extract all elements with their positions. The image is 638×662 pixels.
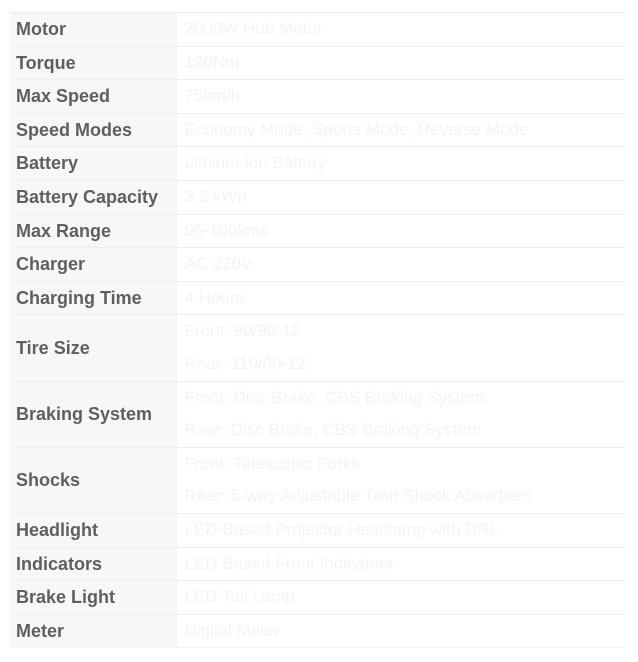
spec-value [176,513,625,547]
spec-row [10,248,625,282]
spec-row [10,581,625,615]
spec-label: Motor [10,13,176,47]
spec-row [10,147,625,181]
spec-value-line: Rear: 110/80-12 [184,353,307,373]
spec-label: Tire Size [10,315,176,381]
spec-label: Max Range [10,214,176,248]
spec-label: Charger [10,248,176,282]
spec-value [176,547,625,581]
spec-value [176,147,625,181]
spec-row [10,46,625,80]
spec-label: Brake Light [10,581,176,615]
spec-row [10,113,625,147]
spec-label: Indicators [10,547,176,581]
spec-value [176,13,625,47]
spec-value [176,80,625,114]
spec-table [10,12,625,648]
spec-value-line: Economy Mode, Sports Mode, Reverse Mode [184,119,529,139]
spec-value-line: 4 Hours [184,287,245,307]
spec-value [176,315,625,381]
spec-value [176,214,625,248]
spec-row [10,315,625,381]
spec-value-line: 120Nm [184,52,240,72]
spec-value [176,180,625,214]
spec-label: Braking System [10,381,176,447]
spec-value-line: 75km/h [184,86,241,106]
spec-label: Torque [10,46,176,80]
spec-row [10,214,625,248]
spec-value-line: 3.2 kWh [184,186,247,206]
spec-value-line: LED Based Projector Headlamp with DRL [184,519,500,539]
spec-value [176,46,625,80]
spec-value-line: Front: Disc Brake, CBS Braking System [184,387,484,407]
spec-value [176,381,625,447]
spec-row [10,614,625,648]
spec-value-line: Rear: Disc Brake, CBS Braking System [184,420,482,440]
spec-value-line: LED Tail Lamp [184,587,295,607]
spec-value-line: Rear: 5-way Adjustable Twin Shock Absorbers [184,486,532,506]
spec-row [10,447,625,513]
spec-value-line: Front: Telescopic Forks [184,453,360,473]
spec-label: Headlight [10,513,176,547]
spec-label: Charging Time [10,281,176,315]
spec-row [10,547,625,581]
spec-value [176,248,625,282]
spec-value [176,614,625,648]
spec-value-line: AC 220V [184,254,253,274]
spec-label: Max Speed [10,80,176,114]
spec-label: Battery [10,147,176,181]
spec-row [10,513,625,547]
spec-value [176,581,625,615]
spec-value-line: Digital Meter [184,620,280,640]
spec-row [10,180,625,214]
spec-table-container [10,12,625,648]
spec-value-line: 95-100kms [184,220,269,240]
spec-row [10,80,625,114]
spec-row [10,381,625,447]
spec-value-line: 2000W Hub Motor [184,19,323,38]
spec-label: Speed Modes [10,113,176,147]
spec-row [10,281,625,315]
spec-row [10,13,625,47]
spec-label: Battery Capacity [10,180,176,214]
spec-table-body [10,13,625,648]
spec-value-line: Front: 90/90-12 [184,321,301,341]
spec-label: Meter [10,614,176,648]
spec-value [176,447,625,513]
spec-value [176,113,625,147]
spec-value-line: Lithium-ion Battery [184,153,327,173]
spec-label: Shocks [10,447,176,513]
spec-value-line: LED Based Front Indicators [184,553,394,573]
spec-value [176,281,625,315]
